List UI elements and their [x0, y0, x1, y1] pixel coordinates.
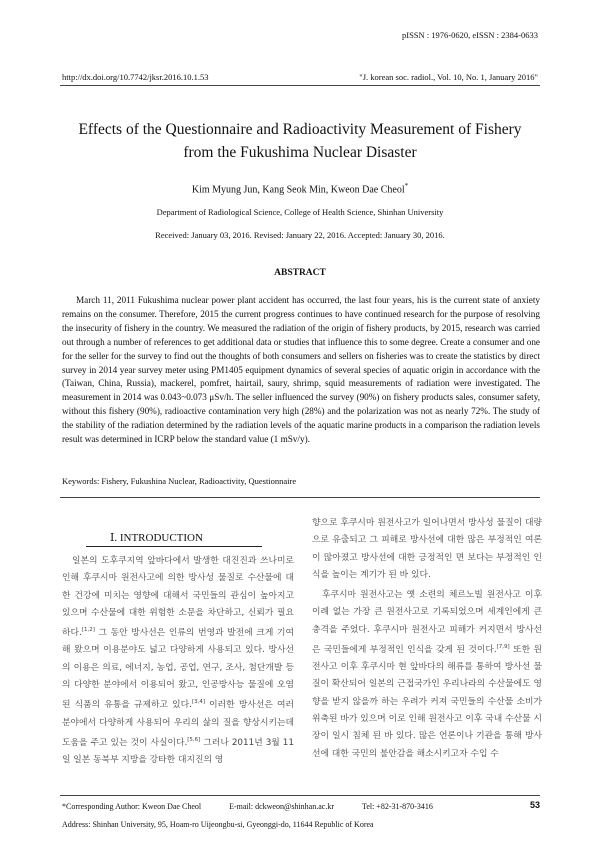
- doi-link[interactable]: http://dx.doi.org/10.7742/jksr.2016.10.1.53: [62, 72, 209, 82]
- author-names: Kim Myung Jun, Kang Seok Min, Kweon Dae Cheol: [191, 184, 405, 196]
- title-line-2: from the Fukushima Nuclear Disaster: [183, 144, 417, 161]
- text-run: 그 동안 방사선은 인류의 번영과 발전에 크게 기여해 왔으며 이용분야도 넓고 다양하게 사용되고 있다. 방사선의 이용은 의료, 에너지, 농업, 공업, 연구, 조사, 첨단개발 등의 다양한 분야에서 이용되어 왔고, 인공방사능 물질에 오염된 식품의 유통을 규제하고 있다.: [62, 628, 294, 711]
- text-run: 또한 원전사고 이후 후쿠시마 현 앞바다의 해류를 통하여 방사선 물질이 확산되어 일본의 근접국가인 우리나라의 수산물에도 영향을 받지 않을까 하는 우려가 커져 국민들의 수산물 소비가 위축된 바가 있으며 이로 인해 원전사고 이후 국내 수산물 시장이 일시 침체 된 바 있다. 많은 언론이나 기관을 통해 방사선에 대한 국민의 불안감을 해소시키고자 수입 수: [312, 644, 542, 759]
- citation-ref[interactable]: [3,4]: [191, 699, 205, 706]
- abstract-text: March 11, 2011 Fukushima nuclear power plant accident has occurred, the last four years, his is the current state of anxiety remains on the consumer. Therefore, 2015 the current progress continues to have continued research for the purpose of resolving the insecurity of fishery in the country. We measured the radiation of the origin of fishery products, by 2015, research was carried out through a number of references to get additional data or studies that influence this to some degree. Create a consumer and one for the seller for the survey to find out the thoughts of both consumers and sellers on fisheries was to create the statistics by direct survey in 2014 year survey meter using PM1405 equipment dynamics of several species of aquatic origin in accordance with the (Taiwan, China, Russia), mackerel, pomfret, hairtail, saury, shrimp, squid measurements of radiation were investigated. The measurement in 2014 was 0.043~0.073 μSv/h. The seller influenced the survey (90%) on fishery products sales, consumer safety, without this fishery (90%), radioactive contamination very high (28%) and the polarization was not as nearly 72%. The study of the stability of the radiation determined by the radiation levels of the aquatic marine products in a comparison the radiation levels result was determined in ICRP below the standard value (1 mSv/y).: [62, 295, 540, 445]
- corresponding-author: *Corresponding Author: Kweon Dae Cheol: [62, 802, 202, 811]
- text-run: 이러한 방사선은 여러 분야에서 다양하게 사용되어 우리의 삶의 질을 향상시키는데 도움을 주고 있는 것이 사실이다.: [62, 700, 294, 748]
- citation-ref[interactable]: [1,2]: [81, 627, 95, 634]
- text-run: 후쿠시마 원전사고는 옛 소련의 체르노빌 원전사고 이후 이례 없는 가장 큰 원전사고로 기록되었으며 세계인에게 큰 충격을 주었다. 후쿠시마 원전사고 피해가 커지면서 방사선은 국민들에게 부정적인 인식을 갖게 된 것이다.: [312, 590, 542, 655]
- heading-underline: [86, 546, 262, 547]
- intro-paragraph-right-2: [312, 587, 542, 763]
- affiliation: Department of Radiological Science, College of Health Science, Shinhan University: [156, 207, 444, 217]
- section-divider: [60, 497, 540, 498]
- corresponding-author-mark: *: [404, 182, 409, 190]
- text-run: 일본의 도후쿠지역 앞바다에서 발생한 대진진과 쓰나미로 인해 후쿠시마 원전사고에 의한 방사성 물질로 수산물에 대한 건강에 미치는 영향에 대해서 국민들의 관심이 높아지고 있으며 수산물에 대한 위험한 소문을 차단하고, 신뢰가 필요하다.: [62, 556, 294, 639]
- page-number: 53: [529, 800, 540, 810]
- submission-dates: Received: January 03, 2016. Revised: January 22, 2016. Accepted: January 30, 2016.: [155, 230, 445, 240]
- citation-ref[interactable]: [7,9]: [496, 643, 510, 650]
- abstract-heading: ABSTRACT: [274, 268, 326, 278]
- citation-ref[interactable]: [5,6]: [187, 736, 201, 743]
- author-phone: Tel: +82-31-870-3416: [361, 802, 433, 811]
- intro-paragraph-left: [62, 553, 294, 769]
- author-list: [0, 182, 600, 195]
- title-line-1: Effects of the Questionnaire and Radioactivity Measurement of Fishery: [78, 121, 522, 138]
- author-address: Address: Shinhan University, 95, Hoam-ro Uijeongbu-si, Gyeonggi-do, 11644 Republic of Korea: [62, 820, 374, 829]
- intro-paragraph-right-1: 향으로 후쿠시마 원전사고가 일어나면서 방사성 물질이 대량으로 유출되고 그 피해로 방사선에 대한 많은 부정적인 여론이 많아졌고 방사선에 대한 긍정적인 면 보다는 부정적인 인식을 높이는 계기가 된 바 있다.: [312, 518, 542, 580]
- paper-title: [50, 118, 550, 164]
- keywords: Keywords: Fishery, Fukushina Nuclear, Radioactivity, Questionnaire: [62, 476, 297, 486]
- text-run: 그러나 2011년 3월 11일 일본 동북부 지방을 강타한 대지진의 영: [62, 737, 294, 766]
- issn-line: pISSN : 1976-0620, eISSN : 2384-0633: [401, 30, 538, 40]
- journal-citation: "J. korean soc. radiol., Vol. 10, No. 1, January 2016": [359, 72, 538, 82]
- footer-divider: [60, 795, 540, 796]
- introduction-heading: Ⅰ. INTRODUCTION: [110, 532, 203, 544]
- header-divider: [60, 85, 540, 86]
- author-email[interactable]: E-mail: dckweon@shinhan.ac.kr: [229, 802, 334, 811]
- corresponding-author-note: [62, 802, 433, 811]
